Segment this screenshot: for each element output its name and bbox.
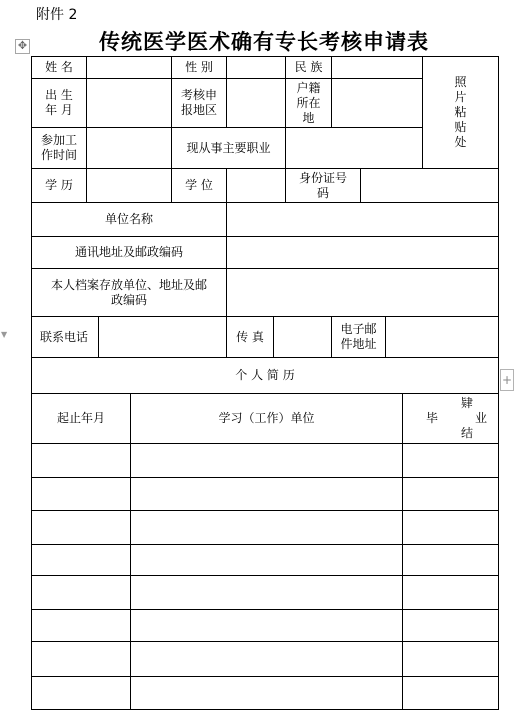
field-education[interactable] [86, 168, 172, 203]
label-name: 姓 名 [31, 56, 87, 79]
field-work-start[interactable] [86, 127, 172, 169]
resume-row-3-unit[interactable] [130, 510, 403, 545]
resume-row-8-grad[interactable] [402, 676, 499, 710]
label-work-start: 参加工 作时间 [31, 127, 87, 169]
resume-row-2-period[interactable] [31, 477, 131, 511]
resume-row-5-period[interactable] [31, 575, 131, 610]
resume-row-1-period[interactable] [31, 443, 131, 478]
label-id-number: 身份证号 码 [285, 168, 361, 203]
row-marker-icon: ▼ [1, 330, 8, 339]
field-employer[interactable] [226, 202, 499, 237]
resume-heading: 个 人 简 历 [31, 357, 499, 394]
label-degree: 学 位 [171, 168, 227, 203]
resume-row-2-unit[interactable] [130, 477, 403, 511]
add-row-handle-icon[interactable]: + [500, 369, 514, 391]
column-header-graduation: 肄 毕 业 结 [402, 393, 499, 444]
field-current-job[interactable] [285, 127, 423, 169]
label-address: 通讯地址及邮政编码 [31, 236, 227, 269]
label-fax: 传 真 [226, 316, 274, 358]
label-gender: 性 别 [171, 56, 227, 79]
label-phone: 联系电话 [31, 316, 99, 358]
resume-row-5-unit[interactable] [130, 575, 403, 610]
resume-row-8-period[interactable] [31, 676, 131, 710]
field-exam-region[interactable] [226, 78, 286, 128]
field-fax[interactable] [273, 316, 332, 358]
label-education: 学 历 [31, 168, 87, 203]
label-birth: 出 生 年 月 [31, 78, 87, 128]
resume-row-6-unit[interactable] [130, 609, 403, 642]
resume-row-2-grad[interactable] [402, 477, 499, 511]
label-employer: 单位名称 [31, 202, 227, 237]
table-move-handle-icon[interactable]: ✥ [15, 39, 30, 54]
field-phone[interactable] [98, 316, 227, 358]
field-address[interactable] [226, 236, 499, 269]
resume-row-5-grad[interactable] [402, 575, 499, 610]
field-birth[interactable] [86, 78, 172, 128]
resume-row-6-grad[interactable] [402, 609, 499, 642]
resume-row-6-period[interactable] [31, 609, 131, 642]
photo-box[interactable]: 照 片 粘 贴 处 [422, 56, 499, 169]
label-current-job: 现从事主要职业 [171, 127, 286, 169]
resume-row-4-unit[interactable] [130, 544, 403, 576]
field-archive[interactable] [226, 268, 499, 317]
field-gender[interactable] [226, 56, 286, 79]
attachment-label: 附件 2 [36, 7, 78, 23]
resume-row-8-unit[interactable] [130, 676, 403, 710]
resume-row-4-period[interactable] [31, 544, 131, 576]
resume-row-3-grad[interactable] [402, 510, 499, 545]
field-degree[interactable] [226, 168, 286, 203]
column-header-unit: 学习（工作）单位 [130, 393, 403, 444]
resume-row-3-period[interactable] [31, 510, 131, 545]
label-archive: 本人档案存放单位、地址及邮 政编码 [31, 268, 227, 317]
resume-row-7-grad[interactable] [402, 641, 499, 677]
label-email: 电子邮 件地址 [331, 316, 386, 358]
resume-row-1-unit[interactable] [130, 443, 403, 478]
resume-row-1-grad[interactable] [402, 443, 499, 478]
field-ethnicity[interactable] [331, 56, 423, 79]
field-household[interactable] [331, 78, 423, 128]
label-exam-region: 考核申 报地区 [171, 78, 227, 128]
label-ethnicity: 民 族 [285, 56, 332, 79]
page-title: 传统医学医术确有专长考核申请表 [99, 30, 429, 54]
resume-row-7-period[interactable] [31, 641, 131, 677]
field-email[interactable] [385, 316, 499, 358]
label-household: 户籍 所在 地 [285, 78, 332, 128]
column-header-period: 起止年月 [31, 393, 131, 444]
resume-row-4-grad[interactable] [402, 544, 499, 576]
field-id-number[interactable] [360, 168, 499, 203]
field-name[interactable] [86, 56, 172, 79]
resume-row-7-unit[interactable] [130, 641, 403, 677]
